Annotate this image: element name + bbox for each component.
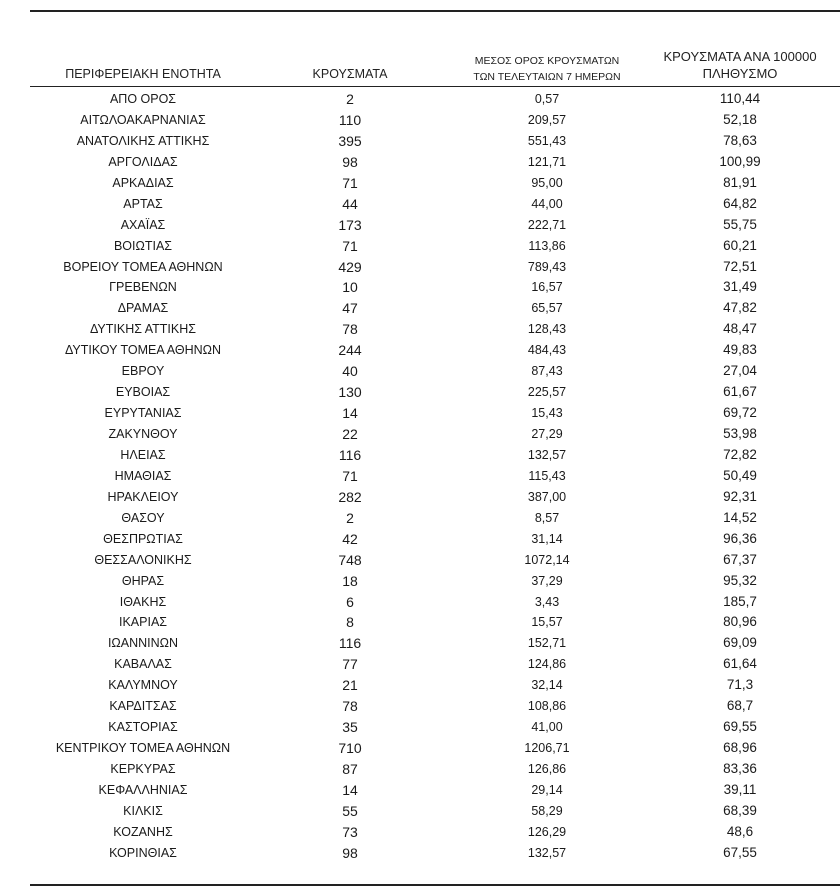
cell-per100k: 72,82 bbox=[723, 446, 757, 462]
cell-region: ΖΑΚΥΝΘΟΥ bbox=[108, 427, 178, 441]
table-row bbox=[0, 612, 840, 633]
table-row bbox=[0, 403, 840, 424]
cell-per100k: 48,6 bbox=[726, 823, 754, 839]
cell-per100k: 64,82 bbox=[723, 195, 757, 211]
table-row bbox=[0, 571, 840, 592]
table-row bbox=[0, 340, 840, 361]
cell-cases: 71 bbox=[342, 174, 358, 191]
cell-per100k: 78,63 bbox=[723, 132, 757, 148]
cell-per100k: 71,3 bbox=[726, 677, 754, 693]
table-row bbox=[0, 654, 840, 675]
cell-cases: 40 bbox=[342, 363, 358, 380]
cell-region: ΚΑΣΤΟΡΙΑΣ bbox=[108, 720, 178, 735]
cell-per100k: 55,75 bbox=[723, 216, 757, 232]
table-row bbox=[0, 445, 840, 466]
cell-per100k: 68,96 bbox=[723, 740, 757, 756]
cell-cases: 8 bbox=[346, 614, 354, 631]
cell-per100k: 92,31 bbox=[723, 488, 757, 504]
cell-region: ΑΝΑΤΟΛΙΚΗΣ ΑΤΤΙΚΗΣ bbox=[76, 133, 210, 148]
table-row bbox=[0, 236, 840, 257]
cell-avg7: 113,86 bbox=[528, 238, 566, 253]
cell-avg7: 124,86 bbox=[527, 657, 567, 672]
table-row bbox=[0, 801, 840, 822]
cell-region: ΔΡΑΜΑΣ bbox=[117, 301, 169, 316]
cell-region: ΕΥΒΟΙΑΣ bbox=[115, 385, 171, 400]
cell-cases: 395 bbox=[338, 132, 362, 149]
table-row bbox=[0, 550, 840, 571]
cell-per100k: 80,96 bbox=[723, 614, 757, 630]
cell-region: ΗΡΑΚΛΕΙΟΥ bbox=[107, 489, 179, 504]
cell-per100k: 31,49 bbox=[723, 279, 757, 295]
cell-region: ΔΥΤΙΚΗΣ ΑΤΤΙΚΗΣ bbox=[90, 322, 196, 337]
cell-cases: 71 bbox=[342, 467, 358, 484]
cell-avg7: 65,57 bbox=[531, 301, 563, 316]
cell-region: ΚΑΡΔΙΤΣΑΣ bbox=[109, 699, 177, 714]
cell-per100k: 61,67 bbox=[723, 384, 757, 400]
cell-cases: 173 bbox=[338, 216, 362, 233]
cell-per100k: 81,91 bbox=[723, 174, 757, 190]
table-row bbox=[0, 361, 840, 382]
cell-avg7: 222,71 bbox=[527, 217, 567, 232]
cell-cases: 130 bbox=[338, 384, 362, 401]
cell-avg7: 44,00 bbox=[531, 196, 563, 211]
header-per100k bbox=[640, 49, 840, 83]
cell-region: ΚΑΛΥΜΝΟΥ bbox=[108, 678, 178, 693]
cell-per100k: 60,21 bbox=[723, 237, 757, 253]
header-rule bbox=[30, 86, 840, 87]
cell-avg7: 15,57 bbox=[531, 615, 563, 630]
cell-avg7: 8,57 bbox=[534, 510, 560, 525]
cell-per100k: 83,36 bbox=[723, 761, 757, 776]
cell-cases: 282 bbox=[338, 488, 362, 505]
table-row bbox=[0, 424, 840, 445]
table-row bbox=[0, 508, 840, 529]
cell-region: ΑΡΓΟΛΙΔΑΣ bbox=[108, 154, 178, 169]
cell-cases: 22 bbox=[342, 426, 358, 442]
cell-region: ΚΕΝΤΡΙΚΟΥ ΤΟΜΕΑ ΑΘΗΝΩΝ bbox=[55, 741, 231, 756]
cell-avg7: 132,57 bbox=[527, 845, 567, 860]
cell-region: ΙΚΑΡΙΑΣ bbox=[118, 615, 168, 630]
cell-avg7: 152,71 bbox=[527, 636, 567, 651]
cell-cases: 44 bbox=[342, 195, 358, 212]
cell-avg7: 58,29 bbox=[531, 803, 563, 818]
cell-per100k: 14,52 bbox=[723, 509, 757, 525]
cell-cases: 748 bbox=[338, 551, 362, 568]
cell-region: ΘΕΣΣΑΛΟΝΙΚΗΣ bbox=[94, 552, 192, 567]
header-avg7-line2: ΤΩΝ ΤΕΛΕΥΤΑΙΩΝ 7 ΗΜΕΡΩΝ bbox=[473, 70, 621, 83]
cell-avg7: 1206,71 bbox=[524, 741, 570, 756]
cell-cases: 47 bbox=[342, 300, 358, 317]
table-row bbox=[0, 152, 840, 173]
cell-cases: 2 bbox=[346, 91, 354, 107]
cell-cases: 71 bbox=[342, 237, 358, 254]
cell-per100k: 110,44 bbox=[719, 91, 761, 106]
table-row bbox=[0, 759, 840, 780]
header-per100k-line1: ΚΡΟΥΣΜΑΤΑ ΑΝΑ 100000 bbox=[663, 49, 817, 64]
table-row bbox=[0, 110, 840, 131]
cell-region: ΙΘΑΚΗΣ bbox=[119, 594, 167, 609]
table-row bbox=[0, 382, 840, 403]
table-row bbox=[0, 592, 840, 613]
cell-per100k: 69,09 bbox=[723, 635, 757, 651]
table-row bbox=[0, 822, 840, 843]
header-per100k-line2: ΠΛΗΘΥΣΜΟ bbox=[702, 65, 778, 81]
table-row bbox=[0, 194, 840, 215]
cell-avg7: 27,29 bbox=[531, 427, 563, 441]
cell-per100k: 72,51 bbox=[723, 258, 757, 274]
cell-avg7: 209,57 bbox=[527, 112, 567, 127]
table-row bbox=[0, 89, 840, 110]
cell-avg7: 121,71 bbox=[527, 154, 567, 169]
cell-cases: 87 bbox=[342, 761, 358, 777]
cell-avg7: 789,43 bbox=[527, 259, 567, 274]
cell-avg7: 0,57 bbox=[534, 92, 560, 106]
cell-per100k: 49,83 bbox=[723, 342, 757, 358]
cell-region: ΒΟΡΕΙΟΥ ΤΟΜΕΑ ΑΘΗΝΩΝ bbox=[63, 259, 223, 274]
table-row bbox=[0, 780, 840, 801]
cell-per100k: 95,32 bbox=[723, 572, 757, 588]
cell-per100k: 48,47 bbox=[723, 321, 757, 337]
cell-region: ΚΕΡΚΥΡΑΣ bbox=[110, 762, 176, 776]
cell-cases: 116 bbox=[338, 635, 362, 652]
cell-cases: 10 bbox=[342, 279, 358, 296]
cell-avg7: 3,43 bbox=[534, 594, 560, 609]
cell-avg7: 387,00 bbox=[527, 489, 567, 504]
table-top-rule bbox=[30, 10, 840, 12]
table-row bbox=[0, 298, 840, 319]
table-row bbox=[0, 696, 840, 717]
table-row bbox=[0, 738, 840, 759]
cell-region: ΕΒΡΟΥ bbox=[121, 364, 165, 379]
cell-cases: 244 bbox=[338, 342, 362, 359]
cell-region: ΔΥΤΙΚΟΥ ΤΟΜΕΑ ΑΘΗΝΩΝ bbox=[64, 343, 222, 358]
cell-region: ΑΧΑΪΑΣ bbox=[120, 217, 166, 232]
table-row bbox=[0, 529, 840, 550]
table-row bbox=[0, 487, 840, 508]
cell-per100k: 185,7 bbox=[723, 593, 757, 609]
table-row bbox=[0, 675, 840, 696]
cell-per100k: 67,55 bbox=[723, 844, 757, 860]
table-row bbox=[0, 215, 840, 236]
cell-per100k: 27,04 bbox=[723, 363, 757, 379]
cell-region: ΑΠΟ ΟΡΟΣ bbox=[109, 92, 177, 106]
cell-per100k: 100,99 bbox=[719, 153, 761, 169]
cell-cases: 73 bbox=[342, 823, 358, 840]
cell-region: ΚΟΡΙΝΘΙΑΣ bbox=[109, 845, 177, 860]
cell-per100k: 69,72 bbox=[723, 405, 757, 421]
cell-cases: 110 bbox=[338, 111, 362, 128]
cell-cases: 18 bbox=[342, 572, 358, 589]
cell-region: ΒΟΙΩΤΙΑΣ bbox=[113, 238, 173, 253]
cell-region: ΘΗΡΑΣ bbox=[121, 573, 165, 588]
cell-cases: 116 bbox=[338, 446, 362, 463]
cell-region: ΘΑΣΟΥ bbox=[121, 510, 165, 525]
cell-cases: 98 bbox=[342, 844, 358, 861]
cell-avg7: 29,14 bbox=[531, 782, 563, 797]
header-avg7-line1: ΜΕΣΟΣ ΟΡΟΣ ΚΡΟΥΣΜΑΤΩΝ bbox=[474, 55, 620, 67]
cell-avg7: 41,00 bbox=[531, 720, 563, 735]
cell-region: ΑΡΤΑΣ bbox=[123, 196, 163, 211]
cell-per100k: 39,11 bbox=[723, 781, 757, 797]
table-row bbox=[0, 466, 840, 487]
cell-region: ΚΕΦΑΛΛΗΝΙΑΣ bbox=[98, 782, 188, 797]
cell-avg7: 32,14 bbox=[531, 678, 563, 693]
cell-per100k: 50,49 bbox=[723, 467, 757, 483]
cell-per100k: 68,7 bbox=[726, 698, 754, 714]
cell-per100k: 53,98 bbox=[723, 426, 757, 441]
cell-cases: 78 bbox=[342, 698, 358, 715]
cell-region: ΓΡΕΒΕΝΩΝ bbox=[109, 280, 177, 295]
cell-avg7: 126,86 bbox=[527, 762, 567, 776]
cell-per100k: 52,18 bbox=[723, 111, 757, 127]
cell-region: ΑΡΚΑΔΙΑΣ bbox=[112, 175, 174, 190]
cell-avg7: 484,43 bbox=[527, 343, 567, 358]
cell-cases: 77 bbox=[342, 656, 358, 673]
table-row bbox=[0, 633, 840, 654]
header-cases: ΚΡΟΥΣΜΑΤΑ bbox=[312, 67, 388, 81]
cell-cases: 35 bbox=[342, 719, 358, 736]
cell-region: ΑΙΤΩΛΟΑΚΑΡΝΑΝΙΑΣ bbox=[80, 112, 206, 127]
cell-cases: 14 bbox=[342, 405, 358, 422]
cell-avg7: 87,43 bbox=[531, 364, 563, 379]
cell-per100k: 68,39 bbox=[723, 802, 757, 818]
cell-region: ΚΑΒΑΛΑΣ bbox=[114, 657, 172, 672]
cell-region: ΗΜΑΘΙΑΣ bbox=[114, 468, 172, 483]
table-row bbox=[0, 277, 840, 298]
cell-avg7: 15,43 bbox=[531, 406, 563, 421]
cell-avg7: 551,43 bbox=[527, 133, 567, 148]
table-row bbox=[0, 131, 840, 152]
cell-cases: 2 bbox=[346, 509, 354, 526]
cell-cases: 14 bbox=[342, 781, 358, 798]
cell-cases: 55 bbox=[342, 802, 358, 819]
cell-avg7: 108,86 bbox=[527, 699, 567, 714]
cell-avg7: 95,00 bbox=[531, 175, 563, 190]
cell-cases: 710 bbox=[338, 740, 362, 757]
cell-per100k: 47,82 bbox=[723, 300, 757, 316]
header-region: ΠΕΡΙΦΕΡΕΙΑΚΗ ΕΝΟΤΗΤΑ bbox=[65, 67, 221, 81]
table-row bbox=[0, 173, 840, 194]
cell-region: ΚΙΛΚΙΣ bbox=[123, 803, 163, 818]
cell-avg7: 16,57 bbox=[531, 280, 563, 295]
table-body bbox=[0, 89, 840, 864]
cell-per100k: 69,55 bbox=[723, 719, 757, 735]
cell-per100k: 61,64 bbox=[723, 656, 757, 672]
header-avg7 bbox=[448, 54, 646, 86]
table-row bbox=[0, 257, 840, 278]
cell-cases: 78 bbox=[342, 321, 358, 338]
cell-per100k: 67,37 bbox=[723, 551, 757, 567]
cell-region: ΕΥΡΥΤΑΝΙΑΣ bbox=[104, 406, 182, 421]
cell-avg7: 132,57 bbox=[527, 447, 567, 462]
table-row bbox=[0, 717, 840, 738]
cell-cases: 98 bbox=[342, 153, 358, 170]
table-bottom-rule bbox=[30, 884, 840, 886]
cell-cases: 6 bbox=[346, 593, 354, 610]
table-row bbox=[0, 843, 840, 864]
cell-cases: 21 bbox=[342, 677, 358, 694]
cell-avg7: 115,43 bbox=[528, 468, 566, 483]
cell-avg7: 225,57 bbox=[527, 385, 567, 400]
cell-avg7: 31,14 bbox=[531, 531, 563, 546]
cell-avg7: 126,29 bbox=[527, 824, 567, 839]
cell-cases: 42 bbox=[342, 530, 358, 547]
cell-per100k: 96,36 bbox=[723, 530, 757, 546]
cell-region: ΚΟΖΑΝΗΣ bbox=[113, 824, 173, 839]
cell-avg7: 128,43 bbox=[527, 322, 567, 337]
cell-avg7: 37,29 bbox=[531, 573, 563, 588]
cell-avg7: 1072,14 bbox=[524, 552, 570, 567]
table-row bbox=[0, 319, 840, 340]
cell-cases: 429 bbox=[338, 258, 362, 275]
cell-region: ΗΛΕΙΑΣ bbox=[120, 447, 166, 462]
cell-region: ΘΕΣΠΡΩΤΙΑΣ bbox=[103, 531, 183, 546]
cell-region: ΙΩΑΝΝΙΝΩΝ bbox=[107, 636, 179, 651]
